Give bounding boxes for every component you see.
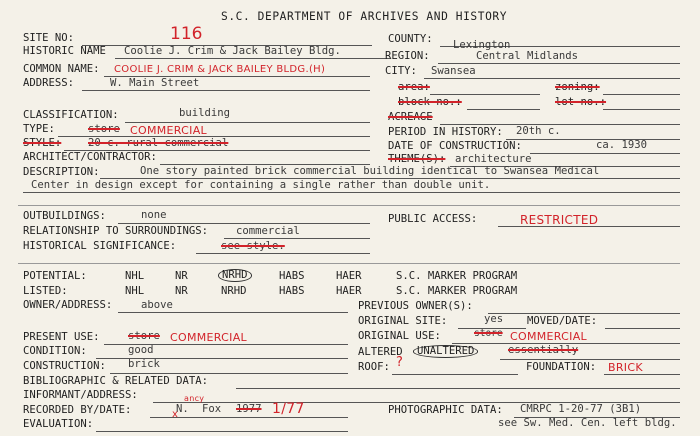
relationship-label: RELATIONSHIP TO SURROUNDINGS:	[23, 225, 208, 237]
architect-label: ARCHITECT/CONTRACTOR:	[23, 151, 157, 163]
foundation-label: FOUNDATION:	[526, 361, 597, 373]
recorded-by-prefix: N.	[176, 403, 189, 415]
listed-nrhd: NRHD	[221, 285, 247, 297]
period-value: 20th c.	[516, 125, 561, 137]
region-label: REGION:	[385, 50, 430, 62]
present-use-handwritten-value: COMMERCIAL	[170, 331, 247, 344]
moved-date-label: MOVED/DATE:	[527, 315, 598, 327]
essentially-value: essentially	[508, 344, 579, 356]
potential-nr: NR	[175, 270, 188, 282]
city-label: CITY:	[385, 65, 417, 77]
date-construction-label: DATE OF CONSTRUCTION:	[388, 140, 522, 152]
listed-haer: HAER	[336, 285, 362, 297]
potential-nrhd-circled: NRHD	[218, 269, 252, 282]
address-label: ADDRESS:	[23, 77, 75, 89]
original-use-label: ORIGINAL USE:	[358, 330, 441, 342]
original-use-typed-value: store	[474, 328, 503, 339]
listed-marker: S.C. MARKER PROGRAM	[396, 285, 518, 297]
city-value: Swansea	[431, 65, 476, 77]
listed-habs: HABS	[279, 285, 305, 297]
condition-label: CONDITION:	[23, 345, 87, 357]
bibliographic-label: BIBLIOGRAPHIC & RELATED DATA:	[23, 375, 208, 387]
evaluation-label: EVALUATION:	[23, 418, 94, 430]
original-site-label: ORIGINAL SITE:	[358, 315, 448, 327]
relationship-value: commercial	[236, 225, 300, 237]
type-label: TYPE:	[23, 123, 55, 135]
lot-no-label: lot no.:	[555, 96, 607, 108]
roof-value: ?	[396, 355, 403, 370]
potential-haer: HAER	[336, 270, 362, 282]
unaltered-circled: UNALTERED	[413, 345, 478, 358]
informant-label: INFORMANT/ADDRESS:	[23, 389, 138, 401]
condition-value: good	[128, 344, 154, 356]
construction-value: brick	[128, 358, 160, 370]
outbuildings-value: none	[141, 209, 167, 221]
original-site-value: yes	[484, 313, 504, 325]
site-no-value: 116	[170, 24, 203, 44]
photographic-value: CMRPC 1-20-77 (3B1)	[520, 403, 642, 415]
present-use-label: PRESENT USE:	[23, 331, 100, 343]
potential-marker: S.C. MARKER PROGRAM	[396, 270, 518, 282]
listed-nhl: NHL	[125, 285, 145, 297]
date-construction-value: ca. 1930	[596, 139, 648, 151]
zoning-label: zoning:	[555, 81, 600, 93]
listed-label: LISTED:	[23, 285, 68, 297]
recorded-by-insert: ancy	[184, 394, 205, 403]
type-typed-value: store	[88, 123, 120, 135]
potential-label: POTENTIAL:	[23, 270, 87, 282]
style-value: 20 c. rural commercial	[88, 137, 229, 149]
historic-name-value: Coolie J. Crim & Jack Bailey Bldg.	[124, 45, 341, 57]
previous-owners-label: PREVIOUS OWNER(S):	[358, 300, 473, 312]
address-value: W. Main Street	[110, 77, 200, 89]
significance-value: see style.	[221, 240, 285, 252]
public-access-label: PUBLIC ACCESS:	[388, 213, 478, 225]
county-value: Lexington	[453, 39, 511, 51]
potential-nhl: NHL	[125, 270, 145, 282]
description-line-2: Center in design except for containing a single rather than double unit.	[31, 179, 491, 191]
county-label: COUNTY:	[388, 33, 433, 45]
significance-label: HISTORICAL SIGNIFICANCE:	[23, 240, 177, 252]
altered-label: ALTERED	[358, 346, 403, 358]
potential-habs: HABS	[279, 270, 305, 282]
construction-label: CONSTRUCTION:	[23, 360, 106, 372]
description-label: DESCRIPTION:	[23, 166, 100, 178]
photographic-label: PHOTOGRAPHIC DATA:	[388, 404, 503, 416]
common-name-value: COOLIE J. CRIM & JACK BAILEY BLDG.(H)	[114, 64, 326, 75]
original-use-handwritten-value: COMMERCIAL	[510, 330, 587, 343]
site-no-label: SITE NO:	[23, 32, 75, 44]
recorded-by-name: Fox	[202, 403, 222, 415]
recorded-by-mark: x	[172, 409, 179, 420]
style-label: STYLE:	[23, 137, 62, 149]
recorded-by-year-struck: 1977	[236, 403, 262, 415]
owner-address-value: above	[141, 299, 173, 311]
historic-name-label: HISTORIC NAME	[23, 45, 106, 57]
description-line-1: One story painted brick commercial building identical to Swansea Medical	[140, 165, 600, 177]
recorded-date-value: 1/77	[272, 401, 305, 417]
classification-value: building	[179, 107, 231, 119]
foundation-value: BRICK	[608, 361, 643, 374]
common-name-label: COMMON NAME:	[23, 63, 100, 75]
owner-address-label: OWNER/ADDRESS:	[23, 299, 113, 311]
themes-label: THEME(S):	[388, 153, 446, 165]
region-value: Central Midlands	[476, 50, 579, 62]
photographic-note: see Sw. Med. Cen. left bldg.	[498, 417, 677, 429]
listed-nr: NR	[175, 285, 188, 297]
period-label: PERIOD IN HISTORY:	[388, 126, 503, 138]
recorded-by-label: RECORDED BY/DATE:	[23, 404, 132, 416]
classification-label: CLASSIFICATION:	[23, 109, 119, 121]
type-handwritten-value: COMMERCIAL	[130, 124, 207, 137]
block-no-label: block no.:	[398, 96, 462, 108]
themes-value: architecture	[455, 153, 532, 165]
page-title: S.C. DEPARTMENT OF ARCHIVES AND HISTORY	[221, 10, 508, 23]
public-access-value: RESTRICTED	[520, 213, 599, 227]
present-use-typed-value: store	[128, 330, 160, 342]
acreage-label: ACREAGE	[388, 111, 433, 123]
roof-label: ROOF:	[358, 361, 390, 373]
area-label: area:	[398, 81, 430, 93]
outbuildings-label: OUTBUILDINGS:	[23, 210, 106, 222]
